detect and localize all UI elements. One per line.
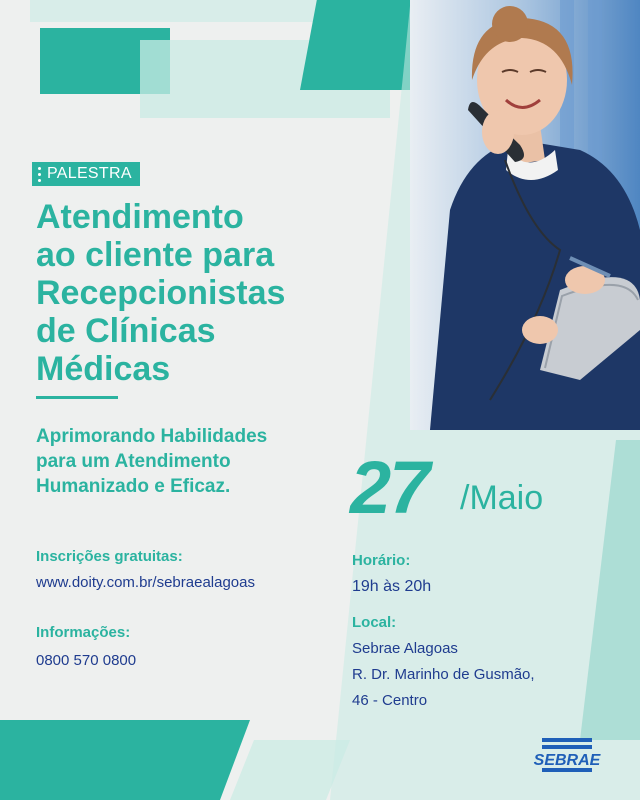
category-tag [32,162,140,186]
info-phone[interactable]: 0800 570 0800 [36,652,137,669]
event-day: 27 [350,446,429,529]
info-label: Informações: [36,624,131,641]
title-divider [36,396,118,399]
event-subtitle [36,424,336,499]
location-line: 46 - Centro [352,692,428,709]
receptionist-photo [410,0,640,430]
sebrae-logo [528,736,606,776]
title-line: Médicas [36,350,171,388]
registration-label: Inscrições gratuitas: [36,548,183,565]
title-line: de Clínicas [36,312,216,350]
title-line: Atendimento [36,198,244,236]
subtitle-line: para um Atendimento [36,451,231,472]
location-address [352,636,535,714]
time-value: 19h às 20h [352,578,432,595]
time-label: Horário: [352,552,411,569]
registration-link[interactable]: www.doity.com.br/sebraealagoas [36,574,255,591]
location-label: Local: [352,614,397,631]
subtitle-line: Aprimorando Habilidades [36,426,268,447]
subtitle-line: Humanizado e Eficaz. [36,476,231,497]
title-line: ao cliente para [36,236,275,274]
event-month: /Maio [460,479,544,517]
title-line: Recepcionistas [36,274,286,312]
location-line: R. Dr. Marinho de Gusmão, [352,666,535,683]
svg-text:SEBRAE: SEBRAE [533,752,601,769]
category-tag-label: PALESTRA [47,165,132,182]
decor-band-bottom [0,720,250,800]
event-title [36,198,356,388]
location-line: Sebrae Alagoas [352,640,458,657]
dots-icon [38,167,41,182]
